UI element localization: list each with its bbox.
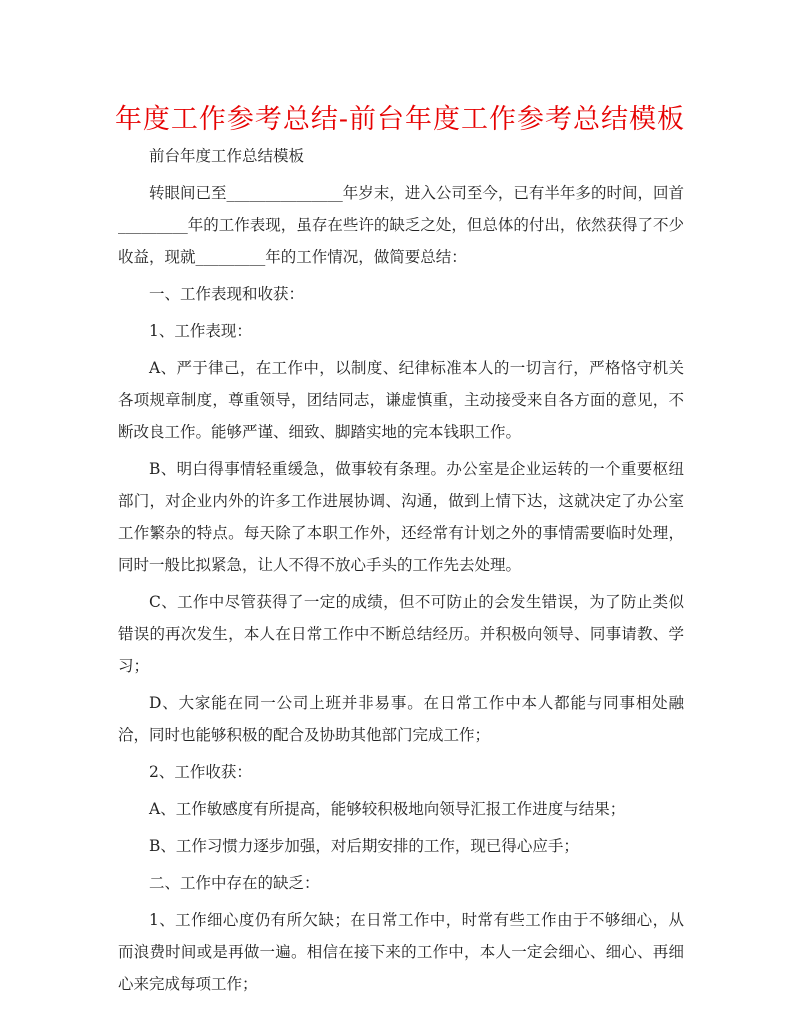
- paragraph-intro: 转眼间已至_______________年岁末，进入公司至今，已有半年多的时间，回首_________年的工作表现，虽存在些许的缺乏之处，但总体的付出，依然获得了不少收益，现就_________年的工作情况，做简要总结：: [118, 184, 684, 266]
- paragraph-subtitle: 前台年度工作总结模板: [149, 147, 305, 165]
- section-heading-1: 一、工作表现和收获：: [149, 285, 305, 303]
- subsection-heading-1: 1、工作表现：: [149, 322, 252, 340]
- paragraph-2a: A、工作敏感度有所提高，能够较积极地向领导汇报工作进度与结果；: [149, 800, 626, 818]
- subsection-heading-2: 2、工作收获：: [149, 763, 252, 781]
- paragraph-2b: B、工作习惯力逐步加强，对后期安排的工作，现已得心应手；: [149, 837, 579, 855]
- paragraph-shortcoming-1: 1、工作细心度仍有所欠缺；在日常工作中，时常有些工作由于不够细心，从而浪费时间或是再做一遍。相信在接下来的工作中，本人一定会细心、细心、再细心来完成每项工作；: [118, 911, 684, 993]
- section-heading-2: 二、工作中存在的缺乏：: [149, 874, 320, 892]
- paragraph-1c: C、工作中尽管获得了一定的成绩，但不可防止的会发生错误，为了防止类似错误的再次发生，本人在日常工作中不断总结经历。并积极向领导、同事请教、学习；: [118, 593, 684, 675]
- paragraph-1a: A、严于律己，在工作中，以制度、纪律标准本人的一切言行，严格恪守机关各项规章制度，尊重领导，团结同志，谦虚慎重，主动接受来自各方面的意见，不断改良工作。能够严谨、细致、脚踏实地的完本钱职工作。: [118, 359, 684, 441]
- paragraph-1d: D、大家能在同一公司上班并非易事。在日常工作中本人都能与同事相处融洽，同时也能够积极的配合及协助其他部门完成工作；: [118, 694, 684, 744]
- document-title: 年度工作参考总结-前台年度工作参考总结模板: [114, 104, 686, 135]
- paragraph-1b: B、明白得事情轻重缓急，做事较有条理。办公室是企业运转的一个重要枢纽部门，对企业内外的许多工作进展协调、沟通，做到上情下达，这就决定了办公室工作繁杂的特点。每天除了本职工作外，还经常有计划之外的事情需要临时处理，同时一般比拟紧急，让人不得不放心手头的工作先去处理。: [118, 460, 684, 574]
- document-body: [118, 140, 684, 1000]
